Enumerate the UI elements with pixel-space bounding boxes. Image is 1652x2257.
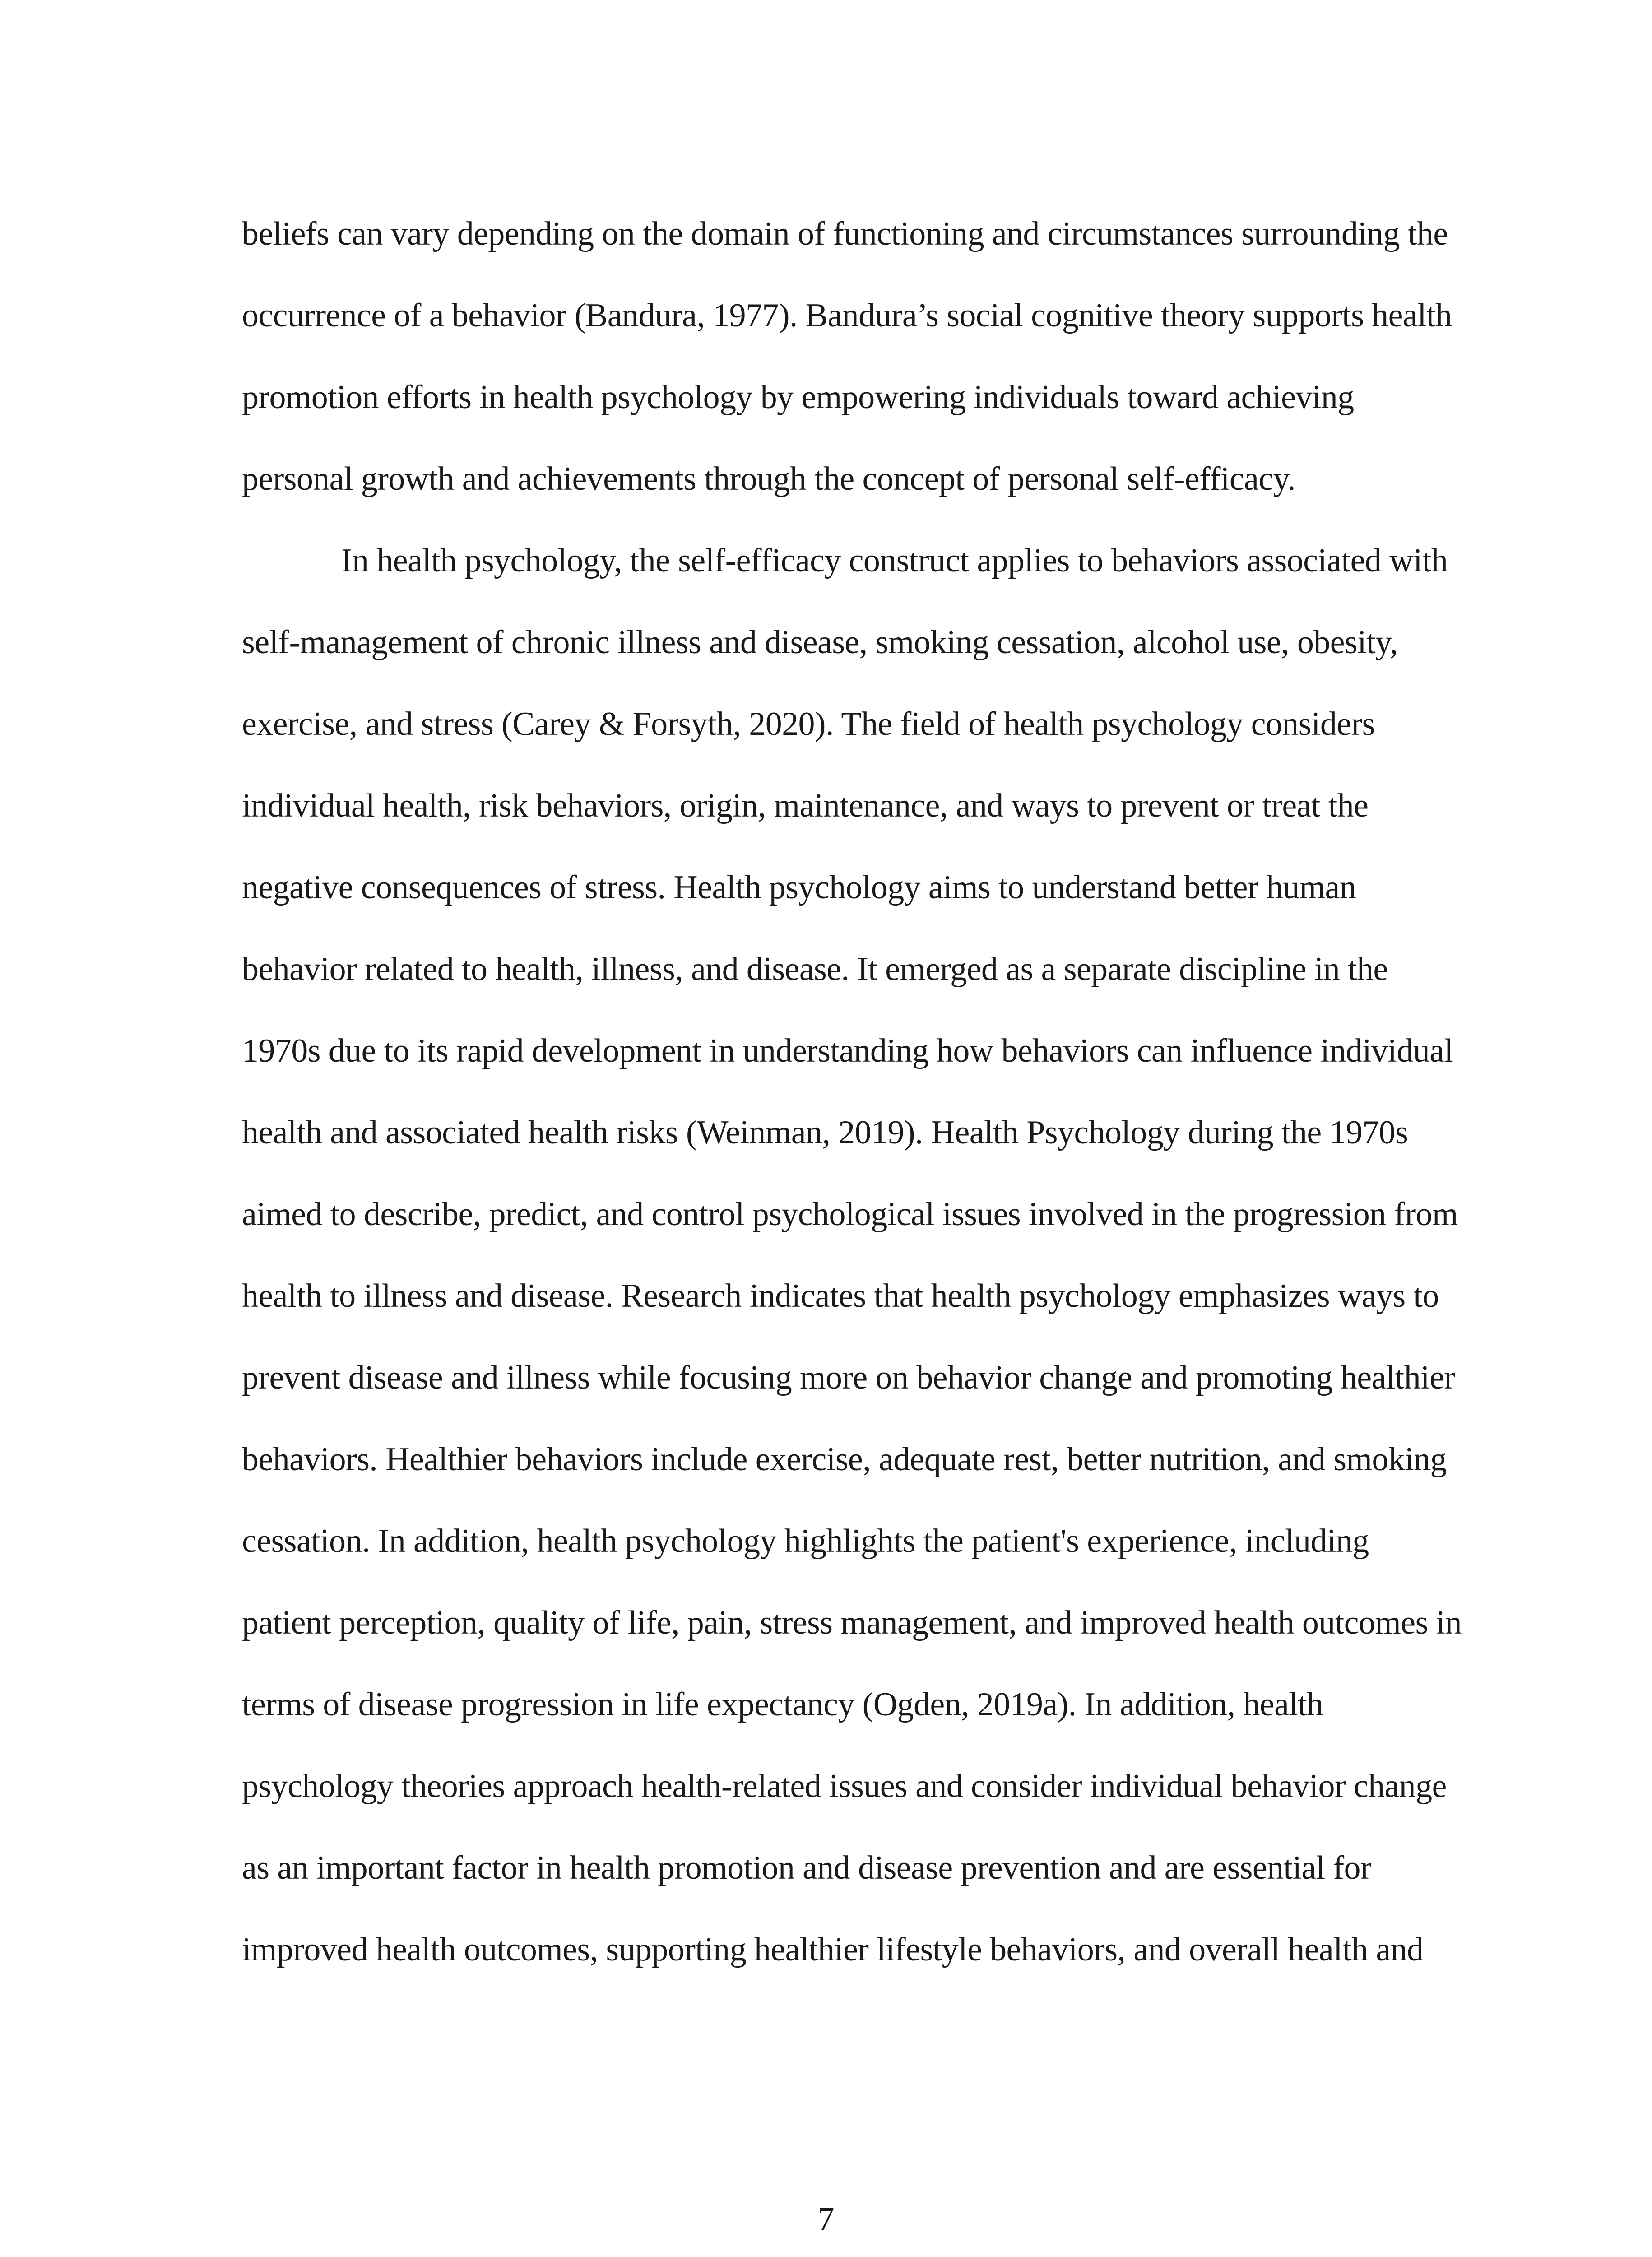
text-line: individual health, risk behaviors, origin, maintenance, and ways to prevent or treat the [242,787,1369,824]
text-line: behavior related to health, illness, and disease. It emerged as a separate discipline in the [242,951,1388,988]
text-line: improved health outcomes, supporting healthier lifestyle behaviors, and overall health and [242,1931,1424,1968]
text-line: behaviors. Healthier behaviors include exercise, adequate rest, better nutrition, and smoking [242,1441,1447,1478]
body-text [242,205,1462,2002]
text-line: patient perception, quality of life, pain, stress management, and improved health outcomes in [242,1604,1462,1641]
text-line: exercise, and stress (Carey & Forsyth, 2020). The field of health psychology considers [242,706,1375,743]
text-line: self-management of chronic illness and disease, smoking cessation, alcohol use, obesity, [242,624,1398,661]
text-line: health to illness and disease. Research indicates that health psychology emphasizes ways to [242,1277,1439,1314]
page-number: 7 [817,2201,835,2238]
text-line: personal growth and achievements through the concept of personal self-efficacy. [242,460,1296,497]
text-line: terms of disease progression in life expectancy (Ogden, 2019a). In addition, health [242,1686,1323,1723]
text-line: negative consequences of stress. Health psychology aims to understand better human [242,869,1356,906]
text-line: prevent disease and illness while focusing more on behavior change and promoting healthier [242,1359,1455,1396]
text-line: aimed to describe, predict, and control psychological issues involved in the progression from [242,1196,1458,1233]
text-line: as an important factor in health promotion and disease prevention and are essential for [242,1849,1371,1886]
text-line: promotion efforts in health psychology by empowering individuals toward achieving [242,379,1354,416]
text-line: health and associated health risks (Weinman, 2019). Health Psychology during the 1970s [242,1114,1408,1151]
paragraph-first-line: In health psychology, the self-efficacy construct applies to behaviors associated with [341,542,1448,579]
text-line: cessation. In addition, health psychology highlights the patient's experience, including [242,1523,1369,1560]
text-line: beliefs can vary depending on the domain of functioning and circumstances surrounding the [242,215,1448,252]
text-line: occurrence of a behavior (Bandura, 1977). Bandura’s social cognitive theory supports health [242,297,1452,334]
text-line: 1970s due to its rapid development in understanding how behaviors can influence individual [242,1032,1453,1069]
text-line: psychology theories approach health-related issues and consider individual behavior change [242,1768,1447,1805]
